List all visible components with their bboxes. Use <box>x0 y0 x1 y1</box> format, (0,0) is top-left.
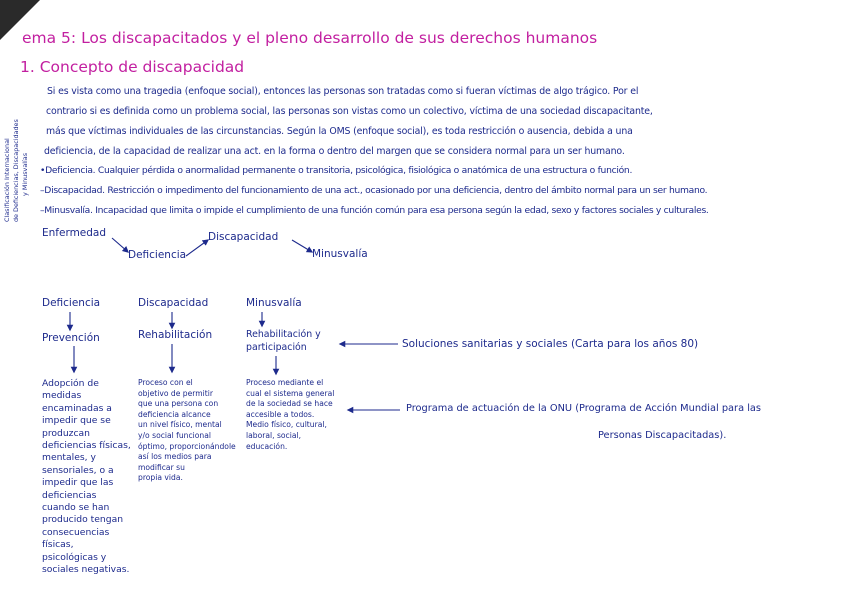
annotation-program: Programa de actuación de la ONU (Programa de Acción Mundial para las <box>406 403 762 414</box>
column-step: Rehabilitación <box>138 329 213 341</box>
sequence-step: Deficiencia <box>128 249 187 261</box>
column-body: Adopción de medidas encaminadas a impedir que se produzcan deficiencias físicas, mentales, y sensoriales, o a impedir que las deficiencias cuando se han producido tengan consecuencias físicas, psicológicas y sociales negativas. <box>42 378 131 576</box>
sequence-step: Discapacidad <box>208 231 279 243</box>
annotation-program: Personas Discapacitadas). <box>598 430 727 441</box>
section-heading: 1. Concepto de discapacidad <box>20 58 245 76</box>
arrow <box>186 240 208 256</box>
sequence-step: Minusvalía <box>312 248 368 260</box>
definition-item: –Minusvalía. Incapacidad que limita o impide el cumplimiento de una función común para esa persona según la edad, sexo y factores sociales y culturales. <box>40 205 709 216</box>
page-title: ema 5: Los discapacitados y el pleno desarrollo de sus derechos humanos <box>22 29 598 47</box>
column-head: Minusvalía <box>246 297 302 309</box>
intro-line: Si es vista como una tragedia (enfoque social), entonces las personas son tratadas como si fueran víctimas de algo trágico. Por el <box>47 86 639 97</box>
definition-item: •Deficiencia. Cualquier pérdida o anormalidad permanente o transitoria, psicológica, fisiológica o anatómica de una estructura o función. <box>40 165 633 176</box>
column-step: Prevención <box>42 332 100 344</box>
intro-line: contrario si es definida como un problema social, las personas son vistas como un colectivo, víctima de una sociedad discapacitante, <box>46 106 653 117</box>
column-head: Discapacidad <box>138 297 209 309</box>
column-body: Proceso con el objetivo de permitir que una persona con deficiencia alcance un nivel físico, mental y/o social funcional óptimo, proporcionándole así los medios para modificar su propia vida. <box>138 378 236 483</box>
annotation-solutions: Soluciones sanitarias y sociales (Carta para los años 80) <box>402 338 699 350</box>
arrow <box>292 240 312 252</box>
intro-line: más que víctimas individuales de las circunstancias. Según la OMS (enfoque social), es toda restricción o ausencia, debida a una <box>46 126 633 137</box>
column-head: Deficiencia <box>42 297 101 309</box>
intro-line: deficiencia, de la capacidad de realizar una act. en la forma o dentro del margen que se considera normal para un ser humano. <box>44 146 625 157</box>
side-note-line: Clasificación Internacional <box>3 138 11 222</box>
sequence-step: Enfermedad <box>42 227 107 239</box>
column-body: Proceso mediante el cual el sistema general de la sociedad se hace accesible a todos. Medio físico, cultural, laboral, social, educación. <box>246 378 335 451</box>
side-note-line: de Deficiencias, Discapacidades <box>12 119 20 222</box>
arrow <box>112 238 128 252</box>
column-step: Rehabilitación y participación <box>246 329 321 353</box>
side-note-line: y Minusvalías <box>21 152 29 196</box>
definition-item: –Discapacidad. Restricción o impedimento del funcionamiento de una act., ocasionado por una deficiencia, dentro del ámbito normal para un ser humano. <box>40 185 708 196</box>
